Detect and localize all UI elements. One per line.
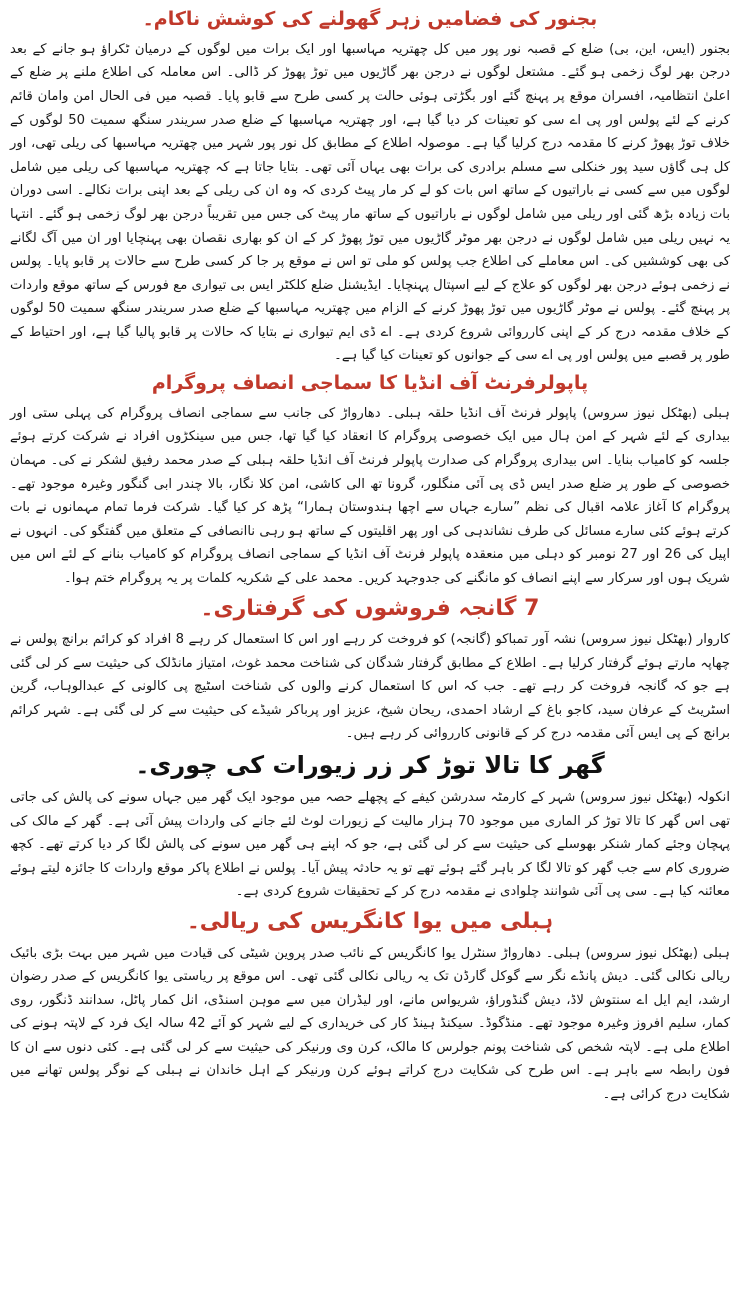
headline-house-theft: گھر کا تالا توڑ کر زر زیورات کی چوری۔: [135, 751, 605, 780]
article-ganja-arrest: [10, 595, 730, 746]
body-bijnor: بجنور (ایس، این، بی) ضلع کے قصبہ نور پور میں کل چھتریہ مہاسبھا اور ایک برات میں لوگوں کے درمیان ٹکراؤ ہو جانے کے بعد درجن بھر لوگ زخمی ہو گئے۔ مشتعل لوگوں نے درجن بھر گاڑیوں میں توڑ پھوڑ کر ڈالی۔ اس معاملہ کی اطلاع ملنے پر ضلع کے اعلیٰ انتظامیہ، افسران موقع پر پہنچ گئے اور بگڑتی ہوئی حالت پر کسی طرح سے قابو پایا۔ قصبہ میں فی الحال امن وامان قائم کرنے کے لئے پولس اور پی اے سی کو تعینات کر دیا گیا ہے، اور چھتریہ مہاسبھا کے ضلع صدر سریندر سنگھ سمیت 50 لوگوں کے خلاف توڑ پھوڑ کرنے کا مقدمہ درج کرلیا گیا ہے۔ موصولہ اطلاع کے مطابق کل نور پور شہر میں چھتریہ مہاسبھا کی ریلی تھی، اور کل ہی گاؤں سید پور خنکلی سے مسلم برادری کی برات بھی یہاں آئی تھی۔ بتایا جاتا ہے کہ چھتریہ مہاسبھا کی ریلی میں شامل لوگوں میں سے کسی نے باراتیوں کے ساتھ اس بات کو لے کر مار پیٹ کردی کہ وہ ان کی ریلی کے بعد اپنی برات نکالے۔ اسی دوران بات زیادہ بڑھ گئی اور ریلی میں شامل لوگوں نے باراتیوں کے ساتھ مار پیٹ کی جس میں تقریباً درجن بھر لوگ زخمی ہو گئے۔ انتہا یہ نہیں ریلی میں شامل لوگوں نے درجن بھر موٹر گاڑیوں میں توڑ پھوڑ کر کے ان کو بھاری نقصان بھی پہنچایا اور ان میں آگ لگانے کی بھی کوششیں کی۔ اس معاملے کی اطلاع جب پولس کو ملی تو اس نے موقع پر جا کر کسی طرح سے حالات پر قابو پایا۔ پولس نے زخمی ہوئے درجن بھر لوگوں کو علاج کے لیے اسپتال پہنچایا۔ ایڈیشنل ضلع کلکٹر ایس بی تیواری مع فورس کے ساتھ موقع واردات پر پہنچ گئے۔ پولس نے موٹر گاڑیوں میں توڑ پھوڑ کرنے کے الزام میں چھتریہ مہاسبھا کے ضلع صدر سریندر سنگھ سمیت 50 لوگوں کے خلاف مقدمہ درج کر کے اپنی کارروائی شروع کردی ہے۔ اے ڈی ایم تیواری نے بتایا کہ حالات پر قابو پالیا گیا ہے، اور احتیاط کے طور پر قصبے میں پولس اور پی اے سی کے جوانوں کو تعینات کیا گیا ہے۔: [10, 41, 730, 364]
article-youth-congress-rally: [10, 908, 730, 1107]
body-ganja-arrest: کاروار (بھٹکل نیوز سروس) نشہ آور تمباکو (گانجہ) کو فروخت کر رہے اور اس کا استعمال کر رہے 8 افراد کو کرائم برانچ پولس نے چھاپہ مارتے ہوئے گرفتار کرلیا ہے۔ اطلاع کے مطابق گرفتار شدگان کی شناخت محمد غوث، امتیاز مانڈلک کی حیثیت سے کر لی گئی ہے جو کہ گانجہ فروخت کر رہے تھے۔ جب کہ اس کا استعمال کرنے والوں کی شناخت اسٹیچ پی کالونی کے عبدالوہاب، گرین اسٹریٹ کے عرفان سید، کاجو باغ کے ارشاد احمدی، ریحان شیخ، عزیز اور پرباکر شیڈے کی حیثیت سے کر لی گئی ہے۔ شہر کرائم برانچ کے پی ایس آئی مقدمہ درج کر کے قانونی کارروائی کر رہے ہیں۔: [10, 632, 730, 742]
headline-popular-front: پاپولرفرنٹ آف انڈیا کا سماجی انصاف پروگرام: [151, 372, 589, 395]
headline-ganja-arrest: 7 گانجہ فروشوں کی گرفتاری۔: [200, 595, 540, 621]
body-youth-congress-rally: ہبلی (بھٹکل نیوز سروس) ہبلی۔ دھارواڑ سنٹرل یوا کانگریس کے نائب صدر پروین شیٹی کی قیادت میں شہر میں بہت بڑی بائیک ریالی نکالی گئی۔ دیش پانڈے نگر سے گوکل گارڈن تک یہ ریالی نکالی گئی تھی۔ اس موقع پر ریاستی یوا کانگریس کے صدر رضوان ارشد، ایم ایل اے سنتوش لاڈ، دیش گنڈوراؤ، شریواس مانے، اور لیڈران میں سے موہن اسنڈی، انل کمار پاٹل، سدانند ڈنگور، روی کمار، سلیم افروز وغیرہ موجود تھے۔ منڈگوڈ۔ سیکنڈ ہینڈ کار کی خریداری کے لیے شہر کو آئے 42 سالہ ایک فرد کے لاپتہ ہونے کی اطلاع ملی ہے۔ لاپتہ شخص کی شناخت پونم جولرس کا مالک، کرن وی ورنیکر کی حیثیت سے کر لی گئی ہے۔ کئی دنوں سے ان کا فون رابطہ سے باہر ہے۔ اس طرح کی شکایت درج کراتے ہوئے کرن ورنیکر کے اہل خاندان نے ہبلی کے نوگر پولس تھانے میں شکایت درج کرائی ہے۔: [10, 945, 730, 1103]
body-house-theft: انکولہ (بھٹکل نیوز سروس) شہر کے کارمٹہ سدرشن کیفے کے پچھلے حصہ میں موجود ایک گھر میں جہاں سونے کی پالش کی جاتی تھی اس گھر کا تالا توڑ کر الماری میں موجود 70 ہزار مالیت کے زیورات لوٹ لئے جانے کی واردات پیش آئی ہے۔ گھر کے مالک کی پہچان وجئے کمار شنکر بھوسلے کی حیثیت سے کر لی گئی ہے، جو کہ اپنے ہی گھر میں سونے کی پالش لگا کر دیا کرتے تھے۔ کچھ ضروری کام سے جب گھر کو تالا لگا کر باہر گئے ہوئے تھے تو یہ حادثہ پیش آیا۔ پولس نے اطلاع پاکر موقع واردات کا جائزہ لیتے ہوئے معائنہ کیا ہے۔ سی پی آئی شوانند چلوادی نے مقدمہ درج کر کے تحقیقات شروع کردی ہے۔: [10, 790, 730, 900]
headline-youth-congress-rally: ہبلی میں یوا کانگریس کی ریالی۔: [186, 909, 554, 934]
article-house-theft: [10, 750, 730, 904]
article-bijnor: [10, 8, 730, 368]
body-popular-front: ہبلی (بھٹکل نیوز سروس) پاپولر فرنٹ آف انڈیا حلقہ ہبلی۔ دھارواڑ کی جانب سے سماجی انصاف پروگرام کی پہلی ستی اور بیداری کے لئے شہر کے امن ہال میں ایک خصوصی پروگرام کا انعقاد کیا گیا تھا، جس میں سینکڑوں افراد نے شرکت کرتے ہوئے جلسہ کو کامیاب بنایا۔ اس بیداری پروگرام کی صدارت پاپولر فرنٹ آف انڈیا حلقہ ہبلی کے صدر محمد رفیق لشکر نے کی۔ مہمان خصوصی کے طور پر ضلع صدر ایس ڈی پی آئی منگلور، گرونا تھ الی کاشی، امن کلا نگار، بالا چندر ابی گنگور وغیرہ موجود تھے۔ پروگرام کا آغاز علامہ اقبال کی نظم ”سارے جہاں سے اچھا ہندوستان ہمارا“ پڑھ کر کیا گیا۔ شرکت فرما تمام مہمانوں نے بات کرتے ہوئے کئی سارے مسائل کی طرف نشاندہی کی اور پھر اقلیتوں کے ساتھ ہو رہی ناانصافی کے متعلق میں گفتگو کی۔ انہوں نے اپیل کی 26 اور 27 نومبر کو دہلی میں منعقدہ پاپولر فرنٹ آف انڈیا کے سماجی انصاف پروگرام کو کامیاب بنانے کے لئے اس میں شریک ہوں اور سرکار سے اپنے انصاف کو مانگنے کی جدوجہد کریں۔ محمد علی کے شکریہ کلمات پر یہ پروگرام ختم ہوا۔: [10, 405, 730, 586]
headline-bijnor: بجنور کی فضامیں زہر گھولنے کی کوشش ناکام۔: [142, 8, 598, 30]
article-popular-front: [10, 372, 730, 591]
